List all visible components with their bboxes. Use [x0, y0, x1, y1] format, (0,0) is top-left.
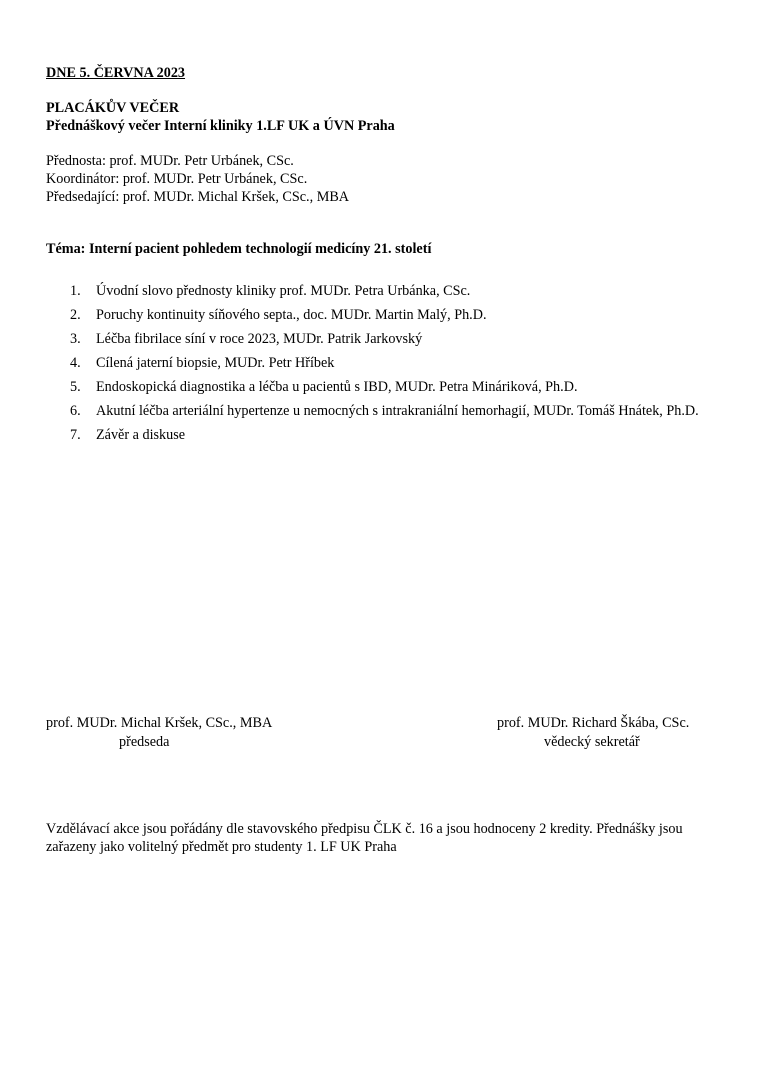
signature-right-role: vědecký sekretář [544, 734, 640, 750]
date-heading: DNE 5. ČERVNA 2023 [46, 65, 186, 81]
list-item-text: Poruchy kontinuity síňového septa., doc. MUDr. Martin Malý, Ph.D. [96, 307, 487, 323]
role-chair: Předsedající: prof. MUDr. Michal Kršek, CSc., MBA [46, 189, 350, 205]
list-item [46, 306, 726, 324]
list-item-number: 2. [70, 307, 81, 323]
list-item [46, 282, 726, 300]
list-item-text: Cílená jaterní biopsie, MUDr. Petr Hříbek [96, 355, 335, 371]
event-subtitle: Přednáškový večer Interní kliniky 1.LF UK a ÚVN Praha [46, 118, 395, 134]
list-item-number: 7. [70, 427, 81, 443]
list-item-text: Endoskopická diagnostika a léčba u pacientů s IBD, MUDr. Petra Mináriková, Ph.D. [96, 379, 578, 395]
signature-left-role: předseda [119, 734, 170, 750]
signature-right-name: prof. MUDr. Richard Škába, CSc. [497, 715, 690, 731]
list-item-number: 6. [70, 403, 81, 419]
list-item-text: Léčba fibrilace síní v roce 2023, MUDr. Patrik Jarkovský [96, 331, 423, 347]
list-item-number: 3. [70, 331, 81, 347]
event-title: PLACÁKŮV VEČER [46, 100, 180, 116]
list-item-number: 1. [70, 283, 81, 299]
list-item-text: Úvodní slovo přednosty kliniky prof. MUDr. Petra Urbánka, CSc. [96, 283, 471, 299]
list-item-text: Akutní léčba arteriální hypertenze u nemocných s intrakraniální hemorhagií, MUDr. Tomáš Hnátek, Ph.D. [96, 403, 699, 419]
list-item [46, 402, 726, 420]
role-lines [46, 152, 349, 206]
signature-left-name: prof. MUDr. Michal Kršek, CSc., MBA [46, 715, 273, 731]
footer-note: Vzdělávací akce jsou pořádány dle stavovského předpisu ČLK č. 16 a jsou hodnoceny 2 kredity. Přednášky jsou zařazeny jako volitelný předmět pro studenty 1. LF UK Praha [46, 821, 683, 855]
role-coordinator: Koordinátor: prof. MUDr. Petr Urbánek, CSc. [46, 171, 308, 187]
list-item [46, 354, 726, 372]
topic-line: Téma: Interní pacient pohledem technologií medicíny 21. století [46, 241, 432, 257]
list-item [46, 426, 726, 444]
list-item-number: 4. [70, 355, 81, 371]
list-item [46, 378, 726, 396]
role-head-of-clinic: Přednosta: prof. MUDr. Petr Urbánek, CSc. [46, 153, 294, 169]
list-item-text: Závěr a diskuse [96, 427, 186, 443]
list-item-number: 5. [70, 379, 81, 395]
program-list [46, 282, 726, 450]
list-item [46, 330, 726, 348]
